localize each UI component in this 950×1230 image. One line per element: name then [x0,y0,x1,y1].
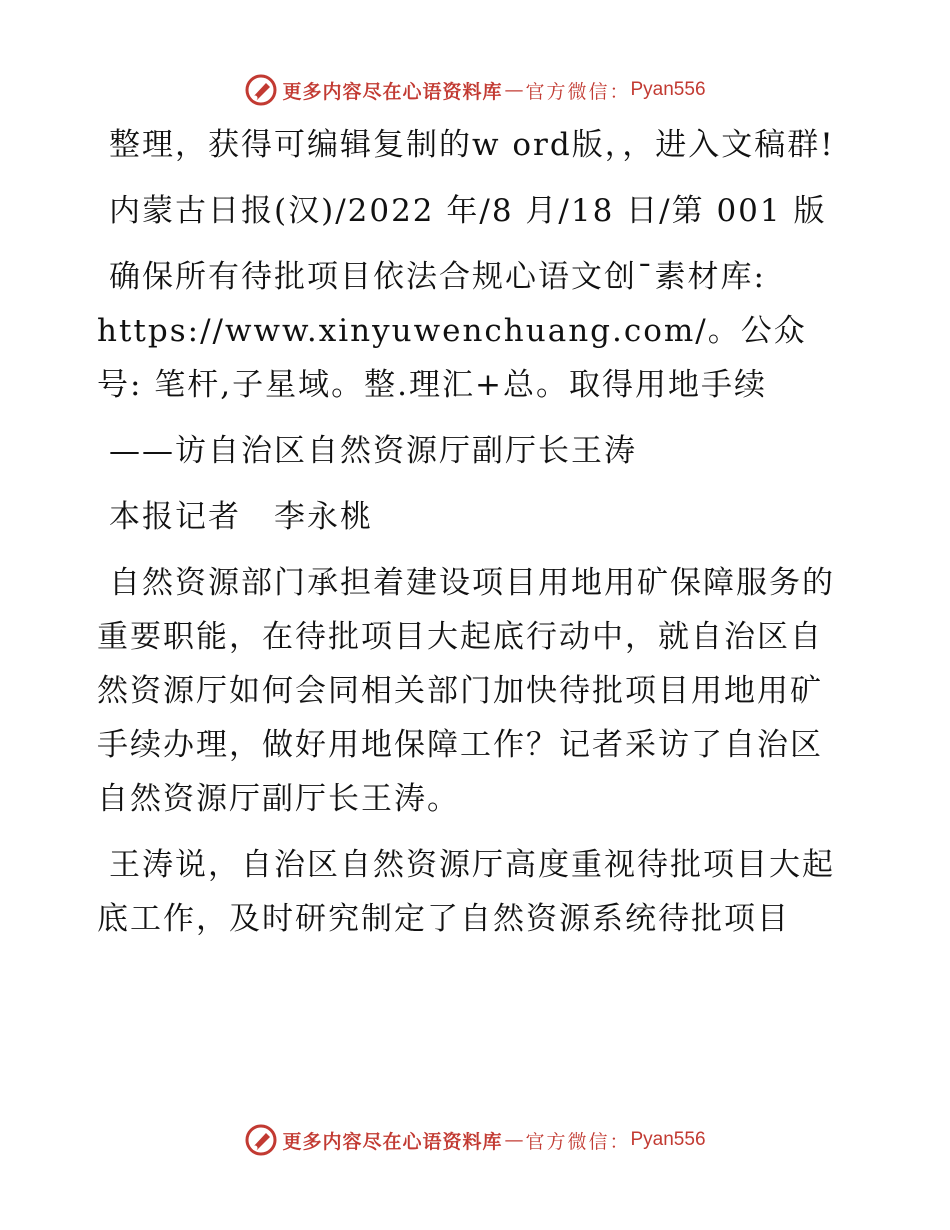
banner-wechat-id: Pyan556 [630,79,706,100]
banner-wechat-id: Pyan556 [630,1129,706,1150]
header-banner [0,70,950,110]
xinyu-logo-icon [244,73,278,107]
paragraph-subtitle: ——访自治区自然资源厅副厅长王涛 [109,433,637,469]
banner-wechat-label: 官方微信： [525,1130,631,1153]
banner-wechat-label: 官方微信： [525,80,631,103]
paragraph-body-2: 王涛说，自治区自然资源厅高度重视待批项目大起底工作，及时研究制定了自然资源系统待批项目 [97,847,835,937]
paragraph-byline: 本报记者 李永桃 [109,499,373,535]
paragraph-title: 确保所有待批项目依法合规心语文创¯素材库: https://www.xinyuwenchuang.com/。公众号: 笔杆,子星域。整.理汇+总。取得用地手续 [97,259,807,403]
banner-dash: — [504,79,524,101]
footer-banner [0,1120,950,1160]
paragraph-body-1: 自然资源部门承担着建设项目用地用矿保障服务的重要职能，在待批项目大起底行动中，就自治区自然资源厅如何会同相关部门加快待批项目用地用矿手续办理，做好用地保障工作？记者采访了自治区自然资源厅副厅长王涛。 [97,565,835,817]
banner-text: 更多内容尽在心语资料库 [282,1130,503,1153]
banner-dash: — [504,1129,524,1151]
paragraph-intro: 整理，获得可编辑复制的w ord版，，进入文稿群! [109,127,835,163]
xinyu-logo-icon [244,1123,278,1157]
document-body [97,118,847,946]
paragraph-source: 内蒙古日报(汉)/2022 年/8 月/18 日/第 001 版 [109,193,827,229]
banner-text: 更多内容尽在心语资料库 [282,80,503,103]
